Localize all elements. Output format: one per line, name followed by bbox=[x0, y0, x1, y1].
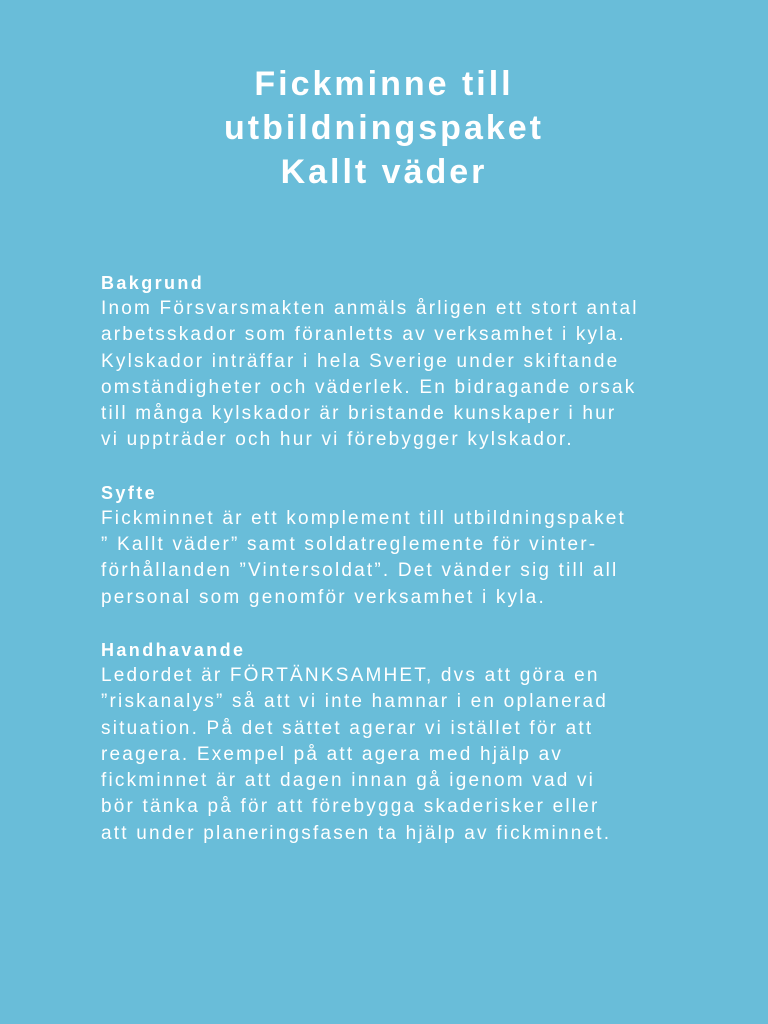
page-title bbox=[0, 62, 768, 194]
section-paragraph bbox=[101, 506, 721, 611]
paragraph-line: omständigheter och väderlek. En bidragande orsak bbox=[101, 376, 637, 398]
title-line-3: Kallt väder bbox=[280, 153, 488, 191]
paragraph-line: arbetsskador som föranletts av verksamhet i kyla. bbox=[101, 324, 626, 346]
paragraph-line: vi uppträder och hur vi förebygger kylskador. bbox=[101, 429, 574, 451]
paragraph-line: bör tänka på för att förebygga skaderisker eller bbox=[101, 796, 600, 818]
title-line-2: utbildningspaket bbox=[224, 109, 544, 147]
paragraph-line: ” Kallt väder” samt soldatreglemente för vinter- bbox=[101, 534, 598, 556]
paragraph-line: fickminnet är att dagen innan gå igenom vad vi bbox=[101, 770, 596, 792]
paragraph-line: Inom Försvarsmakten anmäls årligen ett stort antal bbox=[101, 298, 639, 319]
paragraph-line: Kylskador inträffar i hela Sverige under skiftande bbox=[101, 350, 620, 372]
paragraph-line: reagera. Exempel på att agera med hjälp av bbox=[101, 743, 564, 765]
section-paragraph bbox=[101, 296, 721, 454]
section-syfte bbox=[101, 480, 721, 611]
section-bakgrund bbox=[101, 270, 721, 454]
paragraph-line: förhållanden ”Vintersoldat”. Det vänder sig till all bbox=[101, 560, 619, 582]
section-heading: Handhavande bbox=[101, 639, 246, 660]
section-heading: Syfte bbox=[101, 482, 158, 503]
title-line-1: Fickminne till bbox=[254, 65, 514, 103]
document-body bbox=[101, 270, 721, 873]
section-heading: Bakgrund bbox=[101, 273, 205, 293]
paragraph-line: Fickminnet är ett komplement till utbildningspaket bbox=[101, 507, 627, 529]
paragraph-line: personal som genomför verksamhet i kyla. bbox=[101, 586, 546, 608]
paragraph-line: till många kylskador är bristande kunskaper i hur bbox=[101, 403, 617, 425]
paragraph-line: ”riskanalys” så att vi inte hamnar i en oplanerad bbox=[101, 691, 608, 713]
section-paragraph bbox=[101, 663, 721, 847]
section-handhavande bbox=[101, 637, 721, 847]
paragraph-line: situation. På det sättet agerar vi istället för att bbox=[101, 717, 594, 739]
paragraph-line: Ledordet är FÖRTÄNKSAMHET, dvs att göra en bbox=[101, 664, 600, 686]
paragraph-line: att under planeringsfasen ta hjälp av fickminnet. bbox=[101, 822, 612, 844]
